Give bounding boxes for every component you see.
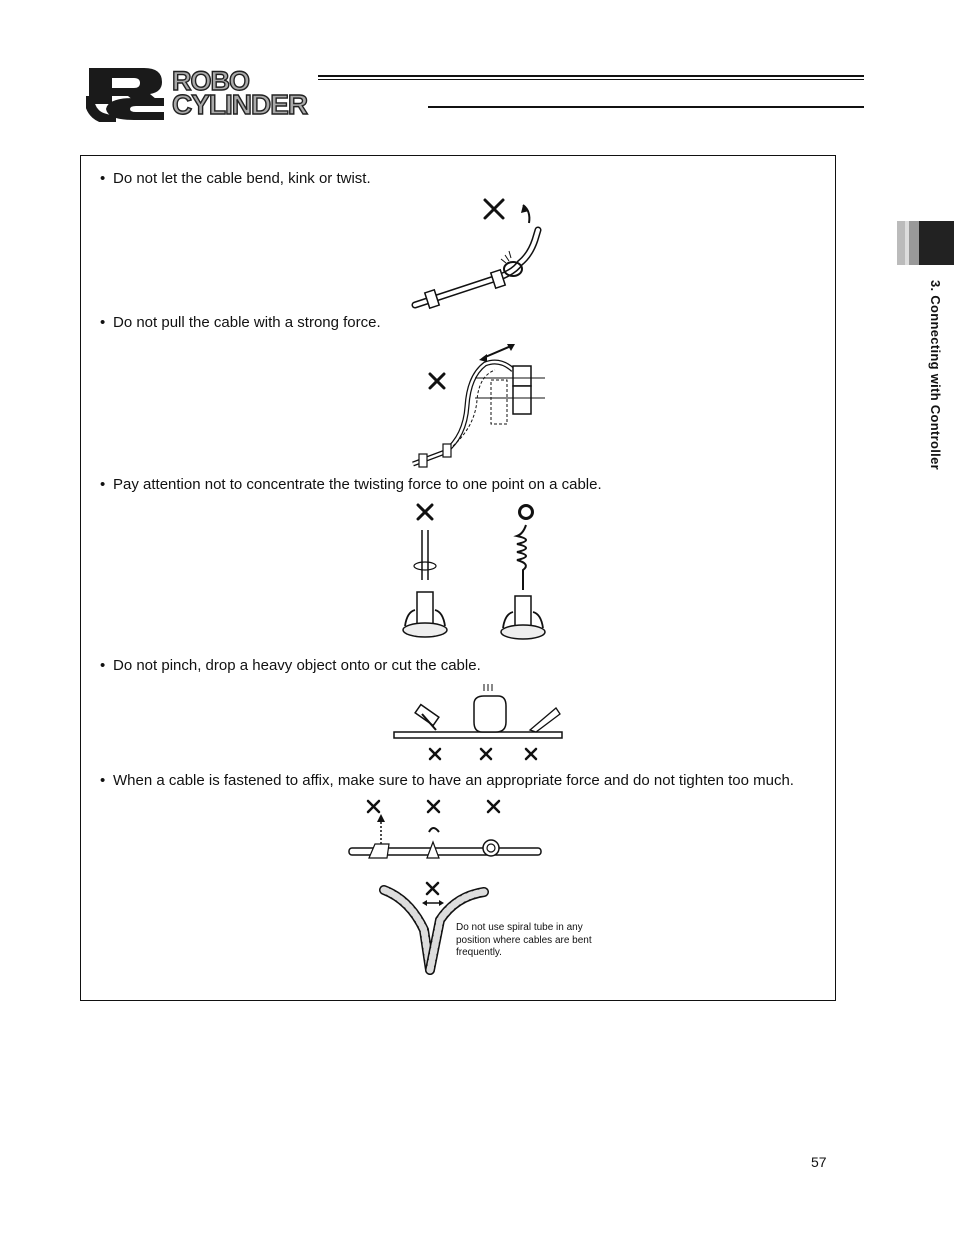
bent-cable-illustration	[405, 195, 565, 320]
prohibited-x-icon	[526, 749, 536, 759]
twisting-force-illustration	[395, 500, 565, 648]
header-rule-mid	[318, 79, 864, 80]
prohibited-x-icon	[430, 374, 444, 388]
bullet-item	[100, 657, 481, 674]
pulled-cable-illustration	[405, 336, 555, 471]
bullet-dot: •	[100, 772, 106, 789]
bullet-dot: •	[100, 170, 106, 187]
prohibited-x-icon	[430, 749, 440, 759]
prohibited-x-icon	[368, 801, 379, 812]
logo-text-cylinder: CYLINDER	[172, 89, 308, 120]
prohibited-x-icon	[418, 505, 432, 519]
over-tighten-illustration	[345, 796, 545, 866]
bullet-item	[100, 314, 381, 331]
prohibited-x-icon	[481, 749, 491, 759]
chapter-tab-gray	[897, 221, 919, 265]
ok-circle-icon	[520, 506, 533, 519]
prohibited-x-icon	[485, 200, 503, 218]
bullet-text: Do not pull the cable with a strong force.	[113, 314, 381, 331]
logo-text-robo: ROBO	[172, 66, 249, 96]
chapter-tab-black	[919, 221, 954, 265]
bullet-item	[100, 170, 371, 187]
prohibited-x-icon	[488, 801, 499, 812]
page-number: 57	[811, 1154, 827, 1170]
prohibited-x-icon	[428, 801, 439, 812]
bullet-dot: •	[100, 657, 106, 674]
bullet-dot: •	[100, 314, 106, 331]
bullet-dot: •	[100, 476, 106, 493]
bullet-item	[100, 476, 602, 493]
pinch-drop-cut-illustration	[390, 680, 570, 765]
header-rule-top	[318, 75, 864, 77]
chapter-label: 3. Connecting with Controller	[928, 280, 943, 470]
bullet-text: Do not let the cable bend, kink or twist.	[113, 170, 371, 187]
spiral-tube-note: Do not use spiral tube in any position where cables are bent frequently.	[456, 922, 592, 958]
bullet-text: Do not pinch, drop a heavy object onto or cut the cable.	[113, 657, 481, 674]
bullet-text: Pay attention not to concentrate the twisting force to one point on a cable.	[113, 476, 602, 493]
prohibited-x-icon	[427, 883, 438, 894]
bullet-text: When a cable is fastened to affix, make sure to have an appropriate force and do not tighten too much.	[113, 772, 794, 789]
header-rule-bottom	[428, 106, 864, 108]
bullet-item	[100, 772, 794, 789]
